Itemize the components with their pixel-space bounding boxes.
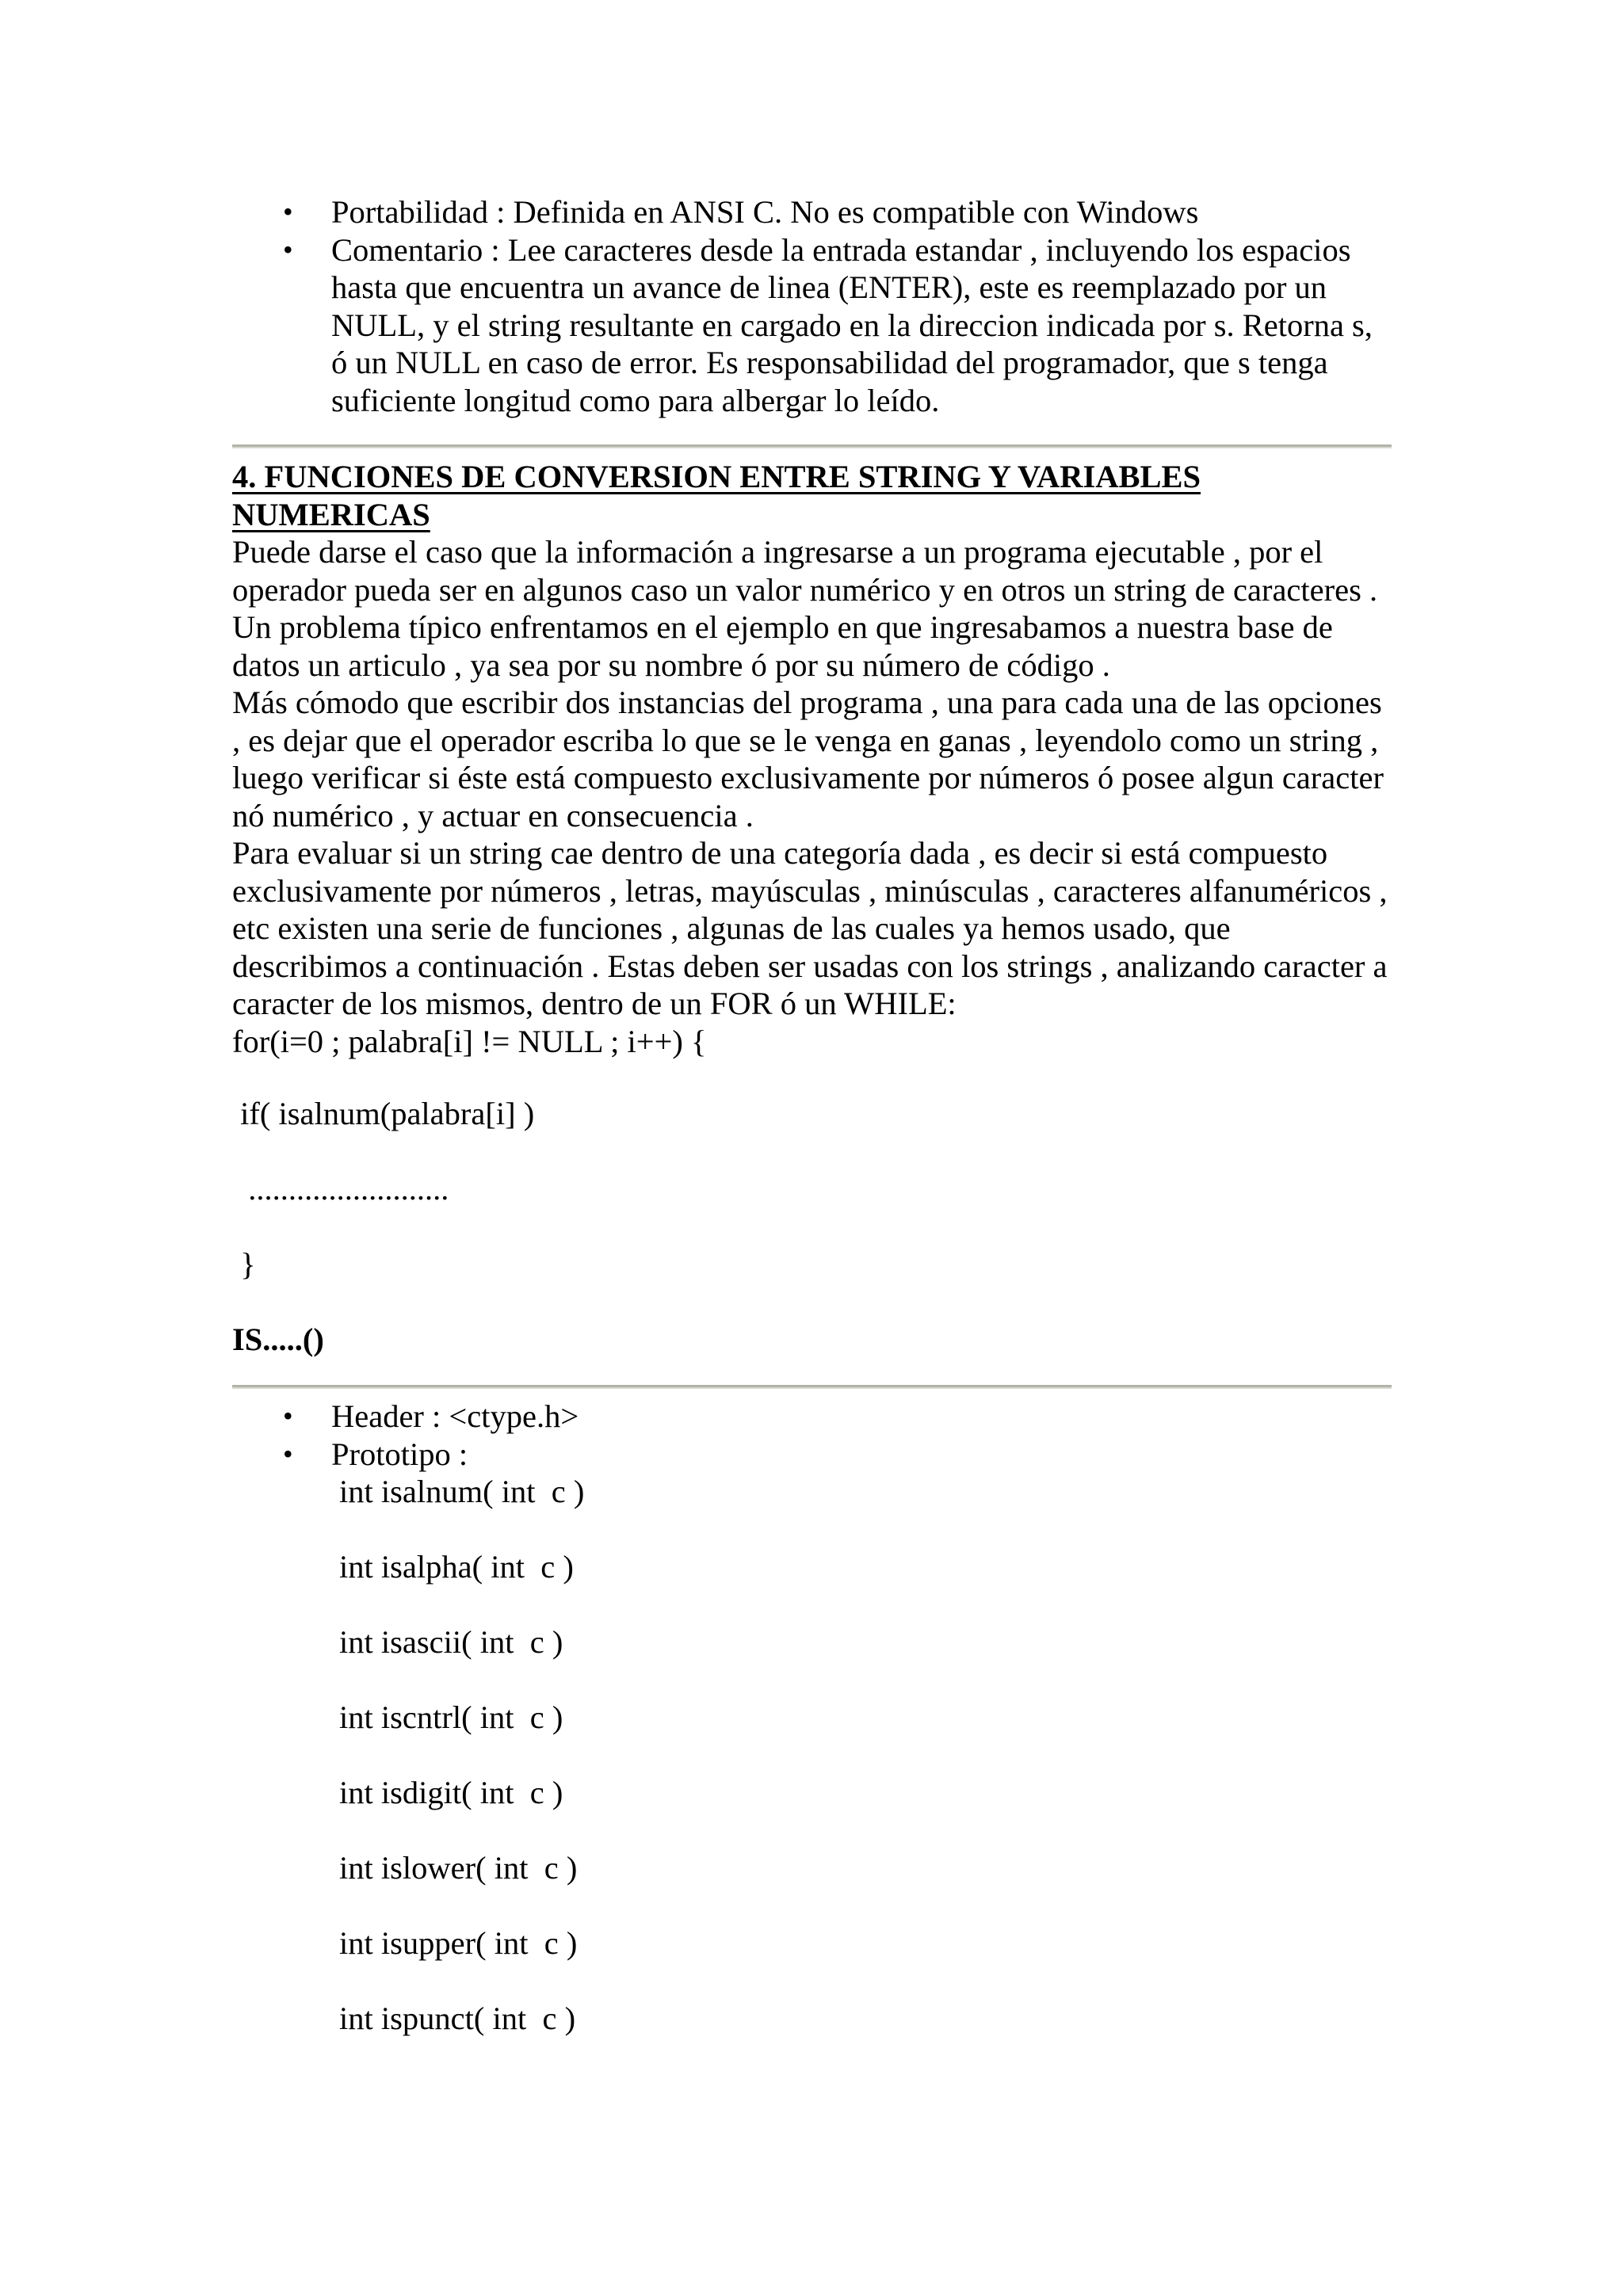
body-text	[232, 533, 1393, 1060]
bullet-header: • Header : <ctype.h>	[232, 1398, 1393, 1436]
prototype-isalnum: int isalnum( int c )	[339, 1474, 585, 1509]
prototype-isalpha: int isalpha( int c )	[339, 1549, 574, 1585]
prototype-iscntrl: int iscntrl( int c )	[339, 1699, 563, 1735]
bullet-comentario: • Comentario : Lee caracteres desde la entrada estandar , incluyendo los espacios hasta que encuentra un avance de linea (ENTER), este es reemplazado por un NULL, y el string resultante en cargado en la direccion indicada por s. Retorna s, ó un NULL en caso de error. Es responsabilidad del programador, que s tenga suficiente longitud como para albergar lo leído.	[232, 231, 1393, 420]
is-functions-title: IS.....()	[232, 1322, 324, 1357]
paragraph-for-loop: for(i=0 ; palabra[i] != NULL ; i++) {	[232, 1023, 707, 1059]
prototype-isascii: int isascii( int c )	[339, 1624, 563, 1660]
horizontal-rule	[232, 444, 1392, 448]
prototype-ispunct: int ispunct( int c )	[339, 2000, 576, 2036]
code-close-brace: }	[232, 1246, 256, 1282]
top-bullet-list	[232, 193, 1393, 419]
bullet-prototipo: • Prototipo :	[232, 1436, 1393, 1474]
section-heading: 4. FUNCIONES DE CONVERSION ENTRE STRING Y VARIABLES NUMERICAS	[232, 459, 1201, 532]
code-dots-line: .........................	[232, 1171, 449, 1207]
horizontal-rule-2	[232, 1385, 1392, 1389]
prototype-islower: int islower( int c )	[339, 1850, 578, 1886]
header-bullet-list	[232, 1398, 1393, 1473]
prototype-isupper: int isupper( int c )	[339, 1925, 578, 1961]
paragraph-1: Puede darse el caso que la información a ingresarse a un programa ejecutable , por el operador pueda ser en algunos caso un valor numérico y en otros un string de caracteres . Un problema típico enfrentamos en el ejemplo en que ingresabamos a nuestra base de datos un articulo , ya sea por su nombre ó por su número de código .	[232, 534, 1378, 683]
bullet-portabilidad: • Portabilidad : Definida en ANSI C. No es compatible con Windows	[232, 193, 1393, 231]
paragraph-2: Más cómodo que escribir dos instancias del programa , una para cada una de las opciones , es dejar que el operador escriba lo que se le venga en ganas , leyendolo como un string , luego verificar si éste está compuesto exclusivamente por números ó posee algun caracter nó numérico , y actuar en consecuencia .	[232, 685, 1384, 833]
prototype-isdigit: int isdigit( int c )	[339, 1775, 563, 1810]
code-if-line: if( isalnum(palabra[i] )	[232, 1096, 535, 1131]
paragraph-3: Para evaluar si un string cae dentro de una categoría dada , es decir si está compuesto exclusivamente por números , letras, mayúsculas , minúsculas , caracteres alfanuméricos , etc existen una serie de funciones , algunas de las cuales ya hemos usado, que describimos a continuación . Estas deben ser usadas con los strings , analizando caracter a caracter de los mismos, dentro de un FOR ó un WHILE:	[232, 835, 1388, 1021]
